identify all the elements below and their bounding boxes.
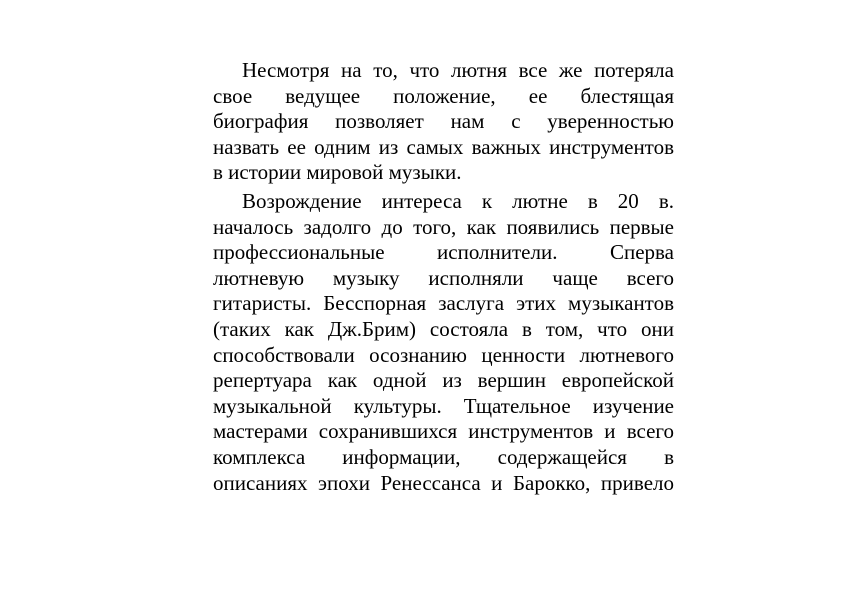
text-line: (таких как Дж.Брим) состояла в том, что они [213, 316, 674, 341]
text-line: гитаристы. Бесспорная заслуга этих музыкантов [213, 291, 674, 316]
paragraph-lute-revival [213, 189, 674, 496]
text-line: описаниях эпохи Ренессанса и Барокко, привело [213, 470, 674, 495]
paragraph-lute-legacy [213, 58, 674, 186]
text-line: профессиональные исполнители. Сперва [213, 240, 674, 265]
text-line: свое ведущее положение, ее блестящая [213, 83, 674, 108]
text-line: назвать ее одним из самых важных инструментов [213, 134, 674, 159]
text-line: Возрождение интереса к лютне в 20 в. [242, 188, 674, 213]
text-line: лютневую музыку исполняли чаще всего [213, 265, 674, 290]
text-line: в истории мировой музыки. [213, 160, 462, 185]
text-line: биография позволяет нам с уверенностью [213, 109, 674, 134]
text-line: музыкальной культуры. Тщательное изучение [213, 393, 674, 418]
text-line: Несмотря на то, что лютня все же потеряла [242, 58, 674, 82]
text-line: репертуара как одной из вершин европейской [213, 368, 674, 393]
body-text [213, 58, 674, 496]
text-line: способствовали осознанию ценности лютневого [213, 342, 674, 367]
text-line: комплекса информации, содержащейся в [213, 444, 674, 469]
text-line: мастерами сохранившихся инструментов и всего [213, 419, 674, 444]
text-line: началось задолго до того, как появились первые [213, 214, 674, 239]
